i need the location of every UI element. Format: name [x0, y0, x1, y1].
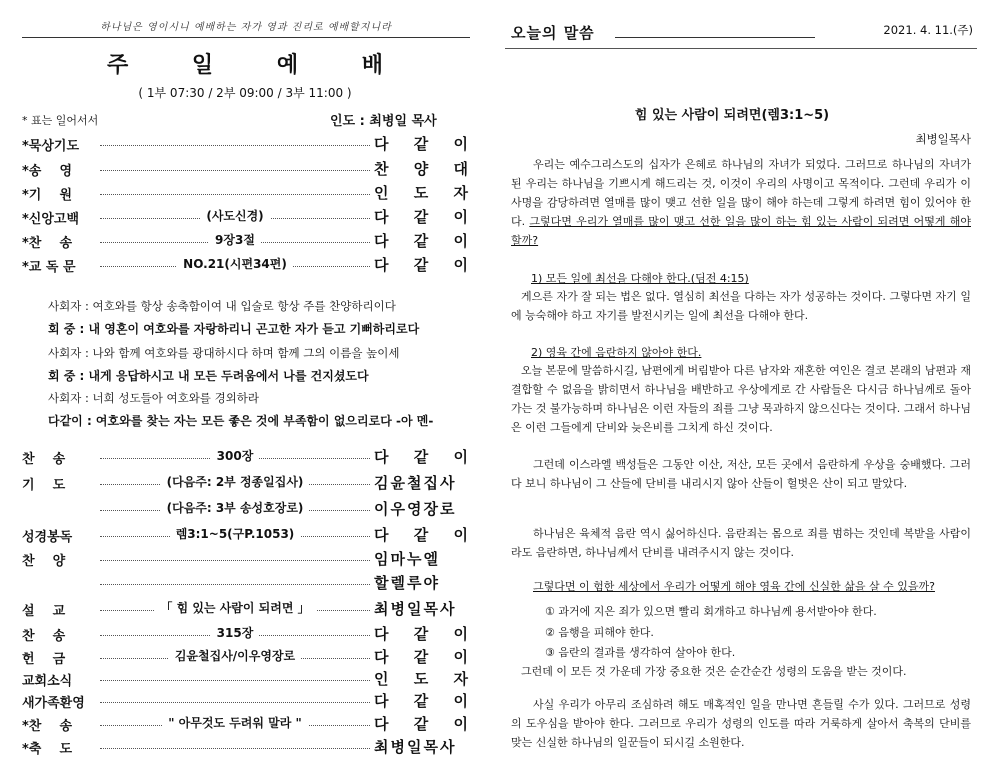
order-person: 다 같 이: [374, 448, 470, 466]
order-row: [22, 692, 470, 714]
order-label: 찬 송: [22, 452, 66, 467]
order-row: [22, 574, 470, 596]
order-row: [22, 208, 470, 230]
order-label: 설 교: [22, 604, 66, 619]
order-label: 성경봉독: [22, 530, 73, 545]
sermon-page: [497, 0, 995, 775]
dot-leader: [100, 584, 370, 585]
order-person: 다 같 이: [374, 625, 470, 643]
order-detail: 315장: [100, 624, 370, 641]
order-person: 다 같 이: [374, 208, 470, 226]
sermon-title: 힘 있는 사람이 되려면(렘3:1~5): [634, 108, 830, 123]
order-label: *신앙고백: [22, 212, 80, 227]
responsive-line: 사회자 : 여호와를 항상 송축함이여 내 입술로 항상 주를 찬양하리이다: [48, 299, 396, 313]
dot-leader: [100, 680, 370, 681]
intro-text: 우리는 예수그리스도의 십자가 은혜로 하나님의 자녀가 되었다. 그러므로 하나님의 자녀가 된 우리는 하나님을 기쁘시게 해드리는 것, 이것이 우리의 사명이고 목적이다. 그런데 우리가 이 사명을 감당하려면 열매를 많이 맺고 선한 일을 많이 해야 하는데 그렇게 하려면 힘이 있어야 한다.: [511, 158, 971, 228]
point-2: 2) 영육 간에 음란하지 않아야 한다.: [531, 346, 702, 359]
responsive-line: 다같이 : 여호와를 찾는 자는 모든 좋은 것에 부족함이 없으리로다 -아 멘-: [48, 414, 434, 428]
order-row: [22, 448, 470, 470]
dot-leader: [100, 560, 370, 561]
order-detail: 9장3절: [100, 231, 370, 248]
order-row: [22, 256, 470, 278]
order-label: 기 도: [22, 478, 66, 493]
top-rule: [505, 48, 977, 49]
order-detail: (사도신경): [100, 207, 370, 224]
intro-question: 그렇다면 우리가 열매를 많이 맺고 선한 일을 많이 하는 힘 있는 사람이 되려면 어떻게 해야 할까?: [511, 215, 971, 247]
order-detail: 렘3:1~5(구P.1053): [100, 525, 370, 542]
order-detail: (다음주: 3부 송성호장로): [100, 499, 370, 516]
order-row: [22, 474, 470, 496]
order-detail: 김윤철집사/이우영장로: [100, 647, 370, 664]
order-label: *찬 송: [22, 719, 73, 734]
order-row: [22, 526, 470, 548]
order-detail: NO.21(시편34편): [100, 255, 370, 272]
order-label: *찬 송: [22, 236, 73, 251]
dot-leader: [100, 194, 370, 195]
order-person: 다 같 이: [374, 692, 470, 710]
order-person: 다 같 이: [374, 135, 470, 153]
order-person: 임마누엘: [374, 550, 440, 568]
order-row: [22, 625, 470, 647]
motto: 하나님은 영이시니 예배하는 자가 영과 진리로 예배할지니라: [22, 18, 470, 38]
order-row: [22, 600, 470, 622]
dot-leader: [100, 702, 370, 703]
order-detail: 300장: [100, 447, 370, 464]
order-row: [22, 715, 470, 737]
order-person: 찬 양 대: [374, 160, 470, 178]
dot-leader: [100, 748, 370, 749]
dot-leader: [100, 145, 370, 146]
order-row: [22, 135, 470, 157]
leader: 인도 : 최병일 목사: [330, 114, 437, 129]
point-1: 1) 모든 일에 최선을 다해야 한다.(딤전 4:15): [531, 272, 749, 285]
order-person: 다 같 이: [374, 256, 470, 274]
order-label: 새가족환영: [22, 696, 85, 711]
order-label: 헌 금: [22, 652, 66, 667]
order-person: 다 같 이: [374, 715, 470, 733]
order-label: *축 도: [22, 742, 73, 757]
order-label: *묵상기도: [22, 139, 80, 154]
order-row: [22, 550, 470, 572]
order-row: [22, 738, 470, 760]
order-label: *교 독 문: [22, 260, 76, 275]
author: 최병일목사: [915, 132, 971, 146]
order-row: [22, 500, 470, 522]
order-detail: 「 힘 있는 사람이 되려면 」: [100, 599, 370, 616]
intro-paragraph: [511, 155, 971, 250]
responsive-line: 사회자 : 나와 함께 여호와를 광대하시다 하며 함께 그의 이름을 높이세: [48, 346, 400, 360]
order-person: 김윤철집사: [374, 474, 457, 492]
paragraph-3: 그런데 이스라엘 백성들은 그동안 이산, 저산, 모든 곳에서 음란하게 우상을 숭배했다. 그러다 보니 하나님이 그 산들에 단비를 내리시지 않아 산들이 헐벗은 산이 되고 말았다.: [511, 458, 971, 490]
order-row: [22, 670, 470, 692]
order-row: [22, 232, 470, 254]
stand-note: * 표는 일어서서: [22, 114, 99, 127]
page-title: 주 일 예 배: [107, 53, 411, 78]
section-heading: 오늘의 말씀: [511, 24, 595, 42]
order-person: 이우영장로: [374, 500, 457, 518]
list-item: ① 과거에 지은 죄가 있으면 빨리 회개하고 하나님께 용서받아야 한다.: [545, 605, 877, 618]
paragraph-6: 사실 우리가 아무리 조심하려 해도 매혹적인 일을 만나면 흔들릴 수가 있다. 그러므로 성령의 도우심을 받아야 한다. 그러므로 우리가 성령의 인도를 따라 거룩하게 살아서 축복의 단비를 맞는 신실한 하나님의 일꾼들이 되시길 소원한다.: [511, 698, 971, 749]
order-detail: " 아무것도 두려워 말라 ": [100, 714, 370, 731]
order-detail: (다음주: 2부 정종일집사): [100, 473, 370, 490]
order-person: 최병일목사: [374, 738, 457, 756]
order-label: *기 원: [22, 188, 73, 203]
order-person: 다 같 이: [374, 648, 470, 666]
list-item: ③ 음란의 결과를 생각하여 살아야 한다.: [545, 646, 736, 659]
dot-leader: [100, 170, 370, 171]
order-label: 찬 송: [22, 629, 66, 644]
order-row: [22, 160, 470, 182]
order-row: [22, 648, 470, 670]
order-label: *송 영: [22, 164, 73, 179]
order-person: 최병일목사: [374, 600, 457, 618]
heading-rule: [615, 37, 815, 38]
responsive-line: 회 중 : 내게 응답하시고 내 모든 두려움에서 나를 건지셨도다: [48, 369, 369, 383]
worship-order-page: [0, 0, 490, 775]
order-label: 찬 양: [22, 554, 66, 569]
order-person: 인 도 자: [374, 184, 470, 202]
point-2-body: 오늘 본문에 말씀하시길, 남편에게 버림받아 다른 남자와 재혼한 여인은 결코 본래의 남편과 재결합할 수 없음을 밝히면서 하나님을 배반하고 우상에게로 간 사람들은 다시금 하나님께로 돌아가는 것 불가능하며 하나님은 이런 자들의 죄를 그냥 묵과하지 않으신다는 것이다. 그래서 하나님은 이런 그들에게 단비와 늦은비를 그치게 하신 것이다.: [511, 364, 971, 434]
point-1-body: 게으른 자가 잘 되는 법은 없다. 열심히 최선을 다하는 자가 성공하는 것이다. 그렇다면 자기 일에 능숙해야 하고 자기를 발전시키는 일에 최선을 다해야 한다.: [511, 290, 971, 322]
responsive-line: 회 중 : 내 영혼이 여호와를 자랑하리니 곤고한 자가 듣고 기뻐하리로다: [48, 322, 420, 336]
order-person: 다 같 이: [374, 232, 470, 250]
paragraph-4: 하나님은 육체적 음란 역시 싫어하신다. 음란죄는 몸으로 죄를 범하는 것인데 복받을 사람이라도 음란하면, 하나님께서 단비를 내려주시지 않는 것이다.: [511, 527, 971, 559]
order-person: 다 같 이: [374, 526, 470, 544]
order-person: 할렐루야: [374, 574, 440, 592]
service-times: ( 1부 07:30 / 2부 09:00 / 3부 11:00 ): [138, 86, 352, 100]
date: 2021. 4. 11.(주): [883, 23, 973, 37]
order-label: 교회소식: [22, 674, 73, 689]
responsive-line: 사회자 : 너희 성도들아 여호와를 경외하라: [48, 391, 260, 405]
paragraph-5: 그런데 이 모든 것 가운데 가장 중요한 것은 순간순간 성령의 도움을 받는 것이다.: [521, 665, 907, 678]
order-row: [22, 184, 470, 206]
question: 그렇다면 이 험한 세상에서 우리가 어떻게 해야 영육 간에 신실한 삶을 살 수 있을까?: [533, 580, 935, 593]
order-person: 인 도 자: [374, 670, 470, 688]
list-item: ② 음행을 피해야 한다.: [545, 626, 654, 639]
